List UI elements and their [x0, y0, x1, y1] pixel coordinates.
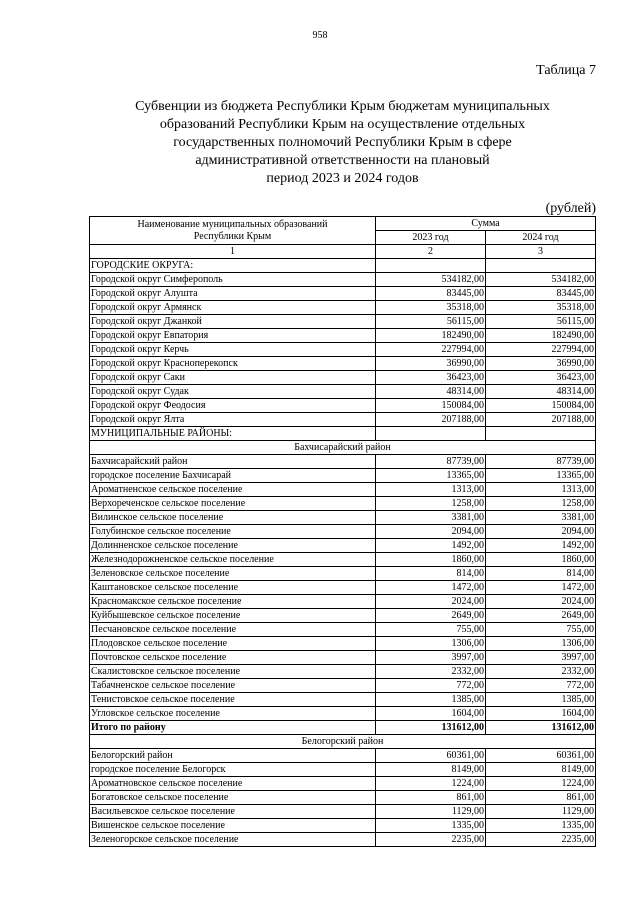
table-header-row	[90, 217, 596, 231]
table-row	[90, 539, 596, 553]
value-2024: 131612,00	[486, 721, 596, 735]
district-header-row	[90, 735, 596, 749]
value-2023: 131612,00	[376, 721, 486, 735]
row-name: Угловское сельское поселение	[90, 707, 376, 721]
table-row	[90, 371, 596, 385]
row-name: Городской округ Ялта	[90, 413, 376, 427]
value-2023: 56115,00	[376, 315, 486, 329]
value-2023: 1313,00	[376, 483, 486, 497]
value-2023: 2332,00	[376, 665, 486, 679]
table-row	[90, 455, 596, 469]
value-2023: 60361,00	[376, 749, 486, 763]
table-row	[90, 623, 596, 637]
table-row	[90, 763, 596, 777]
value-2024: 207188,00	[486, 413, 596, 427]
value-2023: 8149,00	[376, 763, 486, 777]
title-line: период 2023 и 2024 годов	[266, 171, 419, 186]
table-row	[90, 777, 596, 791]
value-2023: 755,00	[376, 623, 486, 637]
section-row	[90, 427, 596, 441]
row-name: Городской округ Керчь	[90, 343, 376, 357]
section-row	[90, 259, 596, 273]
value-2024: 1860,00	[486, 553, 596, 567]
table-row	[90, 651, 596, 665]
value-2023	[376, 427, 486, 441]
table-row	[90, 581, 596, 595]
header-2023-cell: 2023 год	[376, 231, 486, 245]
currency-note: (рублей)	[545, 201, 596, 216]
table-row	[90, 469, 596, 483]
row-name: Скалистовское сельское поселение	[90, 665, 376, 679]
value-2023: 1129,00	[376, 805, 486, 819]
value-2024: 2332,00	[486, 665, 596, 679]
value-2023: 3997,00	[376, 651, 486, 665]
row-name: Табачненское сельское поселение	[90, 679, 376, 693]
value-2024: 1492,00	[486, 539, 596, 553]
column-number-1: 1	[90, 245, 376, 259]
row-name: Богатовское сельское поселение	[90, 791, 376, 805]
row-name: Почтовское сельское поселение	[90, 651, 376, 665]
value-2024: 87739,00	[486, 455, 596, 469]
table-row	[90, 315, 596, 329]
table-row	[90, 637, 596, 651]
row-name: Верхореченское сельское поселение	[90, 497, 376, 511]
value-2024: 36990,00	[486, 357, 596, 371]
row-name: Городской округ Феодосия	[90, 399, 376, 413]
value-2023: 87739,00	[376, 455, 486, 469]
table-body	[90, 259, 596, 847]
table-row	[90, 609, 596, 623]
table-row	[90, 511, 596, 525]
row-name: Вишенское сельское поселение	[90, 819, 376, 833]
title-line: государственных полномочий Республики Крым в сфере	[173, 135, 512, 150]
value-2023: 48314,00	[376, 385, 486, 399]
value-2023: 83445,00	[376, 287, 486, 301]
row-name: Плодовское сельское поселение	[90, 637, 376, 651]
value-2023: 2235,00	[376, 833, 486, 847]
row-name: Городской округ Алушта	[90, 287, 376, 301]
table-row	[90, 497, 596, 511]
table-row	[90, 595, 596, 609]
value-2024: 534182,00	[486, 273, 596, 287]
header-sum-cell: Сумма	[376, 217, 596, 231]
row-name: Красномакское сельское поселение	[90, 595, 376, 609]
column-number-2: 2	[376, 245, 486, 259]
value-2024: 1258,00	[486, 497, 596, 511]
value-2024: 3997,00	[486, 651, 596, 665]
table-row	[90, 693, 596, 707]
value-2023: 814,00	[376, 567, 486, 581]
value-2023: 227994,00	[376, 343, 486, 357]
value-2024: 227994,00	[486, 343, 596, 357]
table-row	[90, 679, 596, 693]
value-2024: 1335,00	[486, 819, 596, 833]
table-row	[90, 567, 596, 581]
row-name: Городской округ Джанкой	[90, 315, 376, 329]
value-2023: 2024,00	[376, 595, 486, 609]
table-label: Таблица 7	[536, 63, 596, 78]
table-row	[90, 707, 596, 721]
value-2024: 772,00	[486, 679, 596, 693]
column-number-row	[90, 245, 596, 259]
row-name: Куйбышевское сельское поселение	[90, 609, 376, 623]
value-2024: 48314,00	[486, 385, 596, 399]
value-2024: 182490,00	[486, 329, 596, 343]
page-number: 958	[312, 30, 328, 41]
title-line: административной ответственности на плановый	[195, 153, 490, 168]
value-2024: 35318,00	[486, 301, 596, 315]
value-2023: 1335,00	[376, 819, 486, 833]
table-row	[90, 343, 596, 357]
header-name-line1: Наименование муниципальных образований	[137, 218, 328, 230]
row-name: ГОРОДСКИЕ ОКРУГА:	[90, 259, 376, 273]
value-2023: 1224,00	[376, 777, 486, 791]
value-2024: 1604,00	[486, 707, 596, 721]
value-2023: 3381,00	[376, 511, 486, 525]
row-name: Белогорский район	[90, 749, 376, 763]
table-row	[90, 273, 596, 287]
row-name: Долинненское сельское поселение	[90, 539, 376, 553]
value-2023: 1385,00	[376, 693, 486, 707]
table-row	[90, 413, 596, 427]
value-2023	[376, 259, 486, 273]
value-2024: 83445,00	[486, 287, 596, 301]
district-name: Бахчисарайский район	[90, 441, 596, 455]
value-2024: 60361,00	[486, 749, 596, 763]
value-2023: 2649,00	[376, 609, 486, 623]
title-line: образований Республики Крым на осуществление отдельных	[159, 117, 526, 132]
value-2023: 207188,00	[376, 413, 486, 427]
value-2023: 1604,00	[376, 707, 486, 721]
value-2023: 772,00	[376, 679, 486, 693]
value-2024: 861,00	[486, 791, 596, 805]
row-name: Городской округ Судак	[90, 385, 376, 399]
row-name: Городской округ Евпатория	[90, 329, 376, 343]
row-name: Голубинское сельское поселение	[90, 525, 376, 539]
value-2024: 1472,00	[486, 581, 596, 595]
title-line: Субвенции из бюджета Республики Крым бюджетам муниципальных	[135, 99, 550, 114]
table-row	[90, 385, 596, 399]
value-2023: 534182,00	[376, 273, 486, 287]
row-name: Каштановское сельское поселение	[90, 581, 376, 595]
header-name-cell	[90, 217, 376, 245]
row-name: Городской округ Симферополь	[90, 273, 376, 287]
row-name: Вилинское сельское поселение	[90, 511, 376, 525]
row-name: Песчановское сельское поселение	[90, 623, 376, 637]
value-2023: 1306,00	[376, 637, 486, 651]
row-name: Тенистовское сельское поселение	[90, 693, 376, 707]
value-2023: 182490,00	[376, 329, 486, 343]
value-2024: 2649,00	[486, 609, 596, 623]
table-row	[90, 749, 596, 763]
value-2024: 1224,00	[486, 777, 596, 791]
row-name: Городской округ Красноперекопск	[90, 357, 376, 371]
row-name: Бахчисарайский район	[90, 455, 376, 469]
subvention-table	[89, 216, 596, 847]
value-2024: 13365,00	[486, 469, 596, 483]
table-row	[90, 329, 596, 343]
row-name: Зеленогорское сельское поселение	[90, 833, 376, 847]
value-2024: 814,00	[486, 567, 596, 581]
value-2024: 755,00	[486, 623, 596, 637]
value-2023: 1472,00	[376, 581, 486, 595]
total-row	[90, 721, 596, 735]
value-2024	[486, 259, 596, 273]
value-2023: 1860,00	[376, 553, 486, 567]
value-2024: 1129,00	[486, 805, 596, 819]
value-2023: 150084,00	[376, 399, 486, 413]
value-2024: 36423,00	[486, 371, 596, 385]
table-row	[90, 525, 596, 539]
row-name: Ароматновское сельское поселение	[90, 777, 376, 791]
table-row	[90, 791, 596, 805]
value-2024: 3381,00	[486, 511, 596, 525]
header-2024-cell: 2024 год	[486, 231, 596, 245]
table-row	[90, 399, 596, 413]
value-2023: 2094,00	[376, 525, 486, 539]
value-2023: 36423,00	[376, 371, 486, 385]
district-name: Белогорский район	[90, 735, 596, 749]
value-2024: 8149,00	[486, 763, 596, 777]
table-row	[90, 483, 596, 497]
value-2023: 1258,00	[376, 497, 486, 511]
row-name: Железнодорожненское сельское поселение	[90, 553, 376, 567]
table-row	[90, 287, 596, 301]
table-row	[90, 357, 596, 371]
table-row	[90, 805, 596, 819]
column-number-3: 3	[486, 245, 596, 259]
value-2024: 2024,00	[486, 595, 596, 609]
document-title	[90, 98, 595, 188]
value-2024: 2094,00	[486, 525, 596, 539]
value-2024: 56115,00	[486, 315, 596, 329]
table-row	[90, 553, 596, 567]
value-2024: 1306,00	[486, 637, 596, 651]
table-row	[90, 833, 596, 847]
row-name: МУНИЦИПАЛЬНЫЕ РАЙОНЫ:	[90, 427, 376, 441]
row-name: Васильевское сельское поселение	[90, 805, 376, 819]
value-2024: 1385,00	[486, 693, 596, 707]
table-row	[90, 665, 596, 679]
value-2023: 36990,00	[376, 357, 486, 371]
row-name: Городской округ Саки	[90, 371, 376, 385]
table-row	[90, 819, 596, 833]
row-name: Зеленовское сельское поселение	[90, 567, 376, 581]
value-2024	[486, 427, 596, 441]
value-2024: 1313,00	[486, 483, 596, 497]
value-2023: 13365,00	[376, 469, 486, 483]
value-2023: 1492,00	[376, 539, 486, 553]
row-name: городское поселение Бахчисарай	[90, 469, 376, 483]
header-name-line2: Республики Крым	[193, 230, 272, 242]
value-2024: 150084,00	[486, 399, 596, 413]
value-2024: 2235,00	[486, 833, 596, 847]
district-header-row	[90, 441, 596, 455]
row-name: Городской округ Армянск	[90, 301, 376, 315]
row-name: городское поселение Белогорск	[90, 763, 376, 777]
value-2023: 35318,00	[376, 301, 486, 315]
value-2023: 861,00	[376, 791, 486, 805]
row-name: Итого по району	[90, 721, 376, 735]
row-name: Ароматненское сельское поселение	[90, 483, 376, 497]
table-row	[90, 301, 596, 315]
